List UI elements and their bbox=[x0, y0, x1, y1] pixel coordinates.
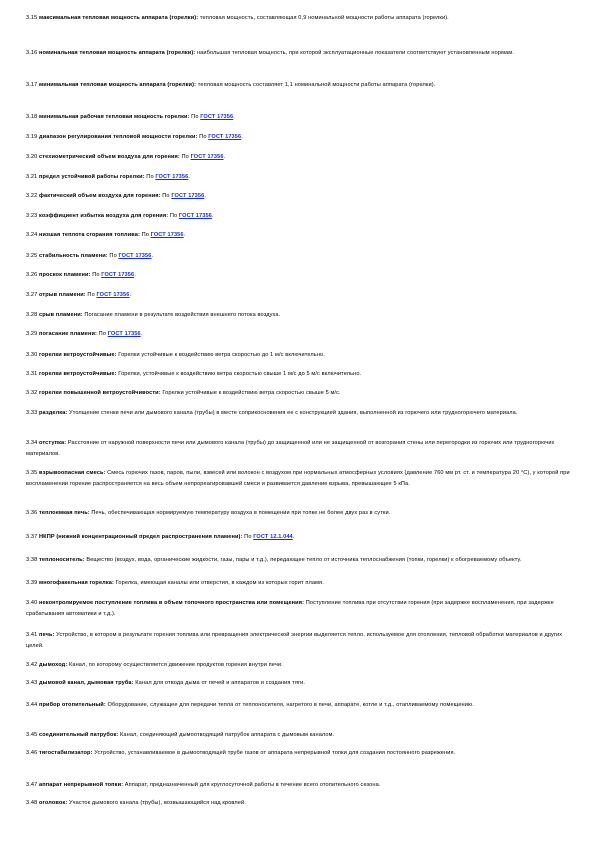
entry-term: минимальная тепловая мощность аппарата (горелки): bbox=[39, 82, 197, 88]
entry-term: аппарат непрерывной топки: bbox=[39, 782, 124, 788]
entry-term: неконтролируемое поступление топлива в объем топочного пространства или помещения: bbox=[39, 600, 305, 606]
definition-entry bbox=[26, 310, 570, 321]
standard-reference-link[interactable]: ГОСТ 17356 bbox=[200, 114, 234, 120]
entry-term: стехиометрический объем воздуха для горения: bbox=[39, 154, 180, 160]
entry-term: диапазон регулирования тепловой мощности горелки: bbox=[39, 134, 198, 140]
definition-entry bbox=[26, 630, 570, 651]
entry-term: прибор отопительный: bbox=[39, 702, 106, 708]
entry-number: 3.29 bbox=[26, 331, 40, 337]
entry-tail: . bbox=[223, 154, 226, 160]
standard-reference-link[interactable]: ГОСТ 17356 bbox=[178, 213, 212, 219]
entry-term: предел устойчивой работы горелки: bbox=[39, 174, 145, 180]
standard-reference-link[interactable]: ГОСТ 17356 bbox=[155, 174, 189, 180]
entry-definition: Вещество (воздух, вода, органические жидкости, газы, пары и т.д.), передающее тепло от источника теплоснабжения (топки, горелки) к обогреваемому объекту. bbox=[84, 557, 522, 563]
entry-number: 3.45 bbox=[26, 732, 40, 738]
entry-definition: Горелки устойчивые к воздействию ветра скоростью до 1 м/с включительно. bbox=[116, 352, 325, 358]
entry-definition: По bbox=[85, 292, 97, 298]
entry-definition: Аппарат, предназначенный для круглосуточной работы в течение всего отопительного сезона. bbox=[123, 782, 381, 788]
definition-entry bbox=[26, 408, 570, 419]
entry-number: 3.35 bbox=[26, 470, 40, 476]
entry-tail: . bbox=[204, 193, 206, 199]
entry-term: максимальная тепловая мощность аппарата (горелки): bbox=[39, 15, 199, 21]
definition-entry bbox=[26, 251, 570, 262]
entry-definition: По bbox=[197, 134, 209, 140]
definition-entry bbox=[26, 230, 570, 241]
standard-reference-link[interactable]: ГОСТ 17356 bbox=[190, 154, 224, 160]
definition-entry bbox=[26, 532, 570, 543]
entry-definition: тепловая мощность составляет 1,1 номинальной мощности работы аппарата (горелки). bbox=[196, 82, 436, 88]
definition-entry bbox=[26, 172, 570, 183]
standard-reference-link[interactable]: ГОСТ 12.1.044 bbox=[253, 534, 293, 540]
standard-reference-link[interactable]: ГОСТ 17356 bbox=[150, 232, 184, 238]
entry-number: 3.41 bbox=[26, 632, 40, 638]
definition-entry bbox=[26, 80, 570, 91]
entry-number: 3.18 bbox=[26, 114, 40, 120]
entry-definition: наибольшая тепловая мощность, при которой эксплуатационные показатели соответствуют установленным нормам. bbox=[195, 50, 514, 56]
entry-term: отрыв пламени: bbox=[39, 292, 86, 298]
entry-number: 3.43 bbox=[26, 680, 40, 686]
entry-definition: По bbox=[242, 534, 254, 540]
entry-definition: По bbox=[168, 213, 179, 219]
entry-term: минимальная рабочая тепловая мощность горелки: bbox=[39, 114, 190, 120]
definition-entry bbox=[26, 700, 570, 711]
definition-entry bbox=[26, 748, 570, 759]
definition-entry bbox=[26, 132, 570, 143]
entry-definition: тепловая мощность, составляющая 0,9 номинальной мощности работы аппарата (горелки). bbox=[198, 15, 449, 21]
entry-number: 3.33 bbox=[26, 410, 40, 416]
entry-term: взрывоопасная смесь: bbox=[39, 470, 106, 476]
entry-term: дымоход: bbox=[39, 662, 68, 668]
entry-tail: . bbox=[151, 253, 154, 259]
entry-definition: Утолщение стенки печи или дымового канала (трубы) в месте соприкосновения ее с конструкцией здания, выполненной из горючего или трудногорючего материала. bbox=[67, 410, 518, 416]
definition-entry bbox=[26, 112, 570, 123]
entry-term: оголовок: bbox=[39, 800, 68, 806]
entry-definition: По bbox=[144, 174, 156, 180]
entry-number: 3.16 bbox=[26, 50, 40, 56]
entry-definition: По bbox=[160, 193, 172, 199]
entry-term: НКПР (нижний концентрационный предел распространения пламени): bbox=[39, 534, 243, 540]
standard-reference-link[interactable]: ГОСТ 17356 bbox=[118, 253, 152, 259]
entry-number: 3.36 bbox=[26, 510, 40, 516]
entry-term: погасание пламени: bbox=[39, 331, 98, 337]
entry-term: многофакельная горелка: bbox=[39, 580, 114, 586]
entry-term: срыв пламени: bbox=[39, 312, 83, 318]
entry-number: 3.39 bbox=[26, 580, 40, 586]
entry-definition: По bbox=[97, 331, 108, 337]
entry-term: коэффициент избытка воздуха для горения: bbox=[39, 213, 169, 219]
entry-term: номинальная тепловая мощность аппарата (горелки): bbox=[39, 50, 196, 56]
entry-term: разделка: bbox=[39, 410, 68, 416]
entry-term: теплоемкая печь: bbox=[39, 510, 90, 516]
standard-reference-link[interactable]: ГОСТ 17356 bbox=[208, 134, 242, 140]
entry-number: 3.48 bbox=[26, 800, 40, 806]
entry-definition: Оборудование, служащее для передачи тепла от теплоносителя, нагретого в печи, аппарате, котле и т.д., отапливаемому помещению. bbox=[105, 702, 474, 708]
entry-definition: По bbox=[90, 272, 102, 278]
entry-term: стабильность пламени: bbox=[39, 253, 108, 259]
definition-entry bbox=[26, 191, 570, 202]
entry-number: 3.19 bbox=[26, 134, 40, 140]
definition-entry bbox=[26, 211, 570, 222]
definition-entry bbox=[26, 798, 570, 809]
definition-entry bbox=[26, 468, 570, 489]
definition-entry bbox=[26, 13, 570, 24]
definition-entry bbox=[26, 660, 570, 671]
entry-number: 3.15 bbox=[26, 15, 40, 21]
entry-tail: . bbox=[188, 174, 191, 180]
entry-number: 3.26 bbox=[26, 272, 40, 278]
entry-term: отступка: bbox=[39, 440, 67, 446]
definition-entry bbox=[26, 290, 570, 301]
entry-term: горелки ветроустойчивые: bbox=[39, 371, 117, 377]
definition-entry bbox=[26, 270, 570, 281]
entry-number: 3.46 bbox=[26, 750, 40, 756]
standard-reference-link[interactable]: ГОСТ 17356 bbox=[101, 272, 135, 278]
definition-entry bbox=[26, 329, 570, 340]
entry-definition: Печь, обеспечивающая нормируемую температуру воздуха в помещении при топке не более двух раз в сутки. bbox=[89, 510, 391, 516]
entry-number: 3.47 bbox=[26, 782, 40, 788]
definition-entry bbox=[26, 780, 570, 791]
entry-term: соединительный патрубок: bbox=[39, 732, 119, 738]
entry-definition: Расстояние от наружной поверхности печи или дымового канала (трубы) до защищенной или не защищенной от возгорания стены или перегородки из горючих или трудногорючих материалов. bbox=[26, 440, 555, 457]
entry-definition: Погасание пламени в результате воздействия внешнего потока воздуха. bbox=[82, 312, 281, 318]
entry-definition: Горелки устойчивые к воздействию ветра скоростью свыше 5 м/с. bbox=[160, 390, 341, 396]
entry-tail: . bbox=[183, 232, 186, 238]
definition-entry bbox=[26, 598, 570, 619]
entry-term: фактический объем воздуха для горения: bbox=[39, 193, 161, 199]
entry-number: 3.42 bbox=[26, 662, 40, 668]
entry-tail: . bbox=[140, 331, 143, 337]
entry-number: 3.28 bbox=[26, 312, 40, 318]
entry-number: 3.27 bbox=[26, 292, 40, 298]
entry-definition: Горелки, устойчивые к воздействию ветра скоростью свыше 1 м/с до 5 м/с включительно. bbox=[116, 371, 362, 377]
entry-number: 3.30 bbox=[26, 352, 40, 358]
entry-term: дымовой канал, дымовая труба: bbox=[39, 680, 134, 686]
standard-reference-link[interactable]: ГОСТ 17356 bbox=[171, 193, 205, 199]
entry-term: горелки ветроустойчивые: bbox=[39, 352, 117, 358]
definition-entry bbox=[26, 152, 570, 163]
entry-definition: Канал для отвода дыма от печей и аппаратов и создания тяги. bbox=[133, 680, 306, 686]
entry-definition: Устройство, устанавливаемое в дымоотводящей трубе газов от аппарата непрерывной топки для создания постоянного разрежения. bbox=[92, 750, 456, 756]
entry-definition: По bbox=[189, 114, 201, 120]
entry-term: тягостабилизатор: bbox=[39, 750, 93, 756]
entry-term: проскок пламени: bbox=[39, 272, 91, 278]
entry-tail: . bbox=[211, 213, 214, 219]
entry-definition: Канал, соединяющий дымоотводящий патрубок аппарата с дымовым каналом. bbox=[118, 732, 335, 738]
entry-number: 3.40 bbox=[26, 600, 40, 606]
entry-number: 3.17 bbox=[26, 82, 40, 88]
entry-number: 3.20 bbox=[26, 154, 40, 160]
entry-tail: . bbox=[129, 292, 132, 298]
definition-entry bbox=[26, 48, 570, 59]
definition-entry bbox=[26, 438, 570, 459]
definition-entry bbox=[26, 369, 570, 380]
entry-number: 3.31 bbox=[26, 371, 40, 377]
entry-number: 3.44 bbox=[26, 702, 40, 708]
entry-definition: По bbox=[139, 232, 151, 238]
standard-reference-link[interactable]: ГОСТ 17356 bbox=[96, 292, 130, 298]
entry-number: 3.23 bbox=[26, 213, 40, 219]
entry-term: теплоноситель: bbox=[39, 557, 85, 563]
entry-tail: . bbox=[241, 134, 243, 140]
entry-number: 3.38 bbox=[26, 557, 40, 563]
definition-entry bbox=[26, 578, 570, 589]
entry-tail: . bbox=[292, 534, 295, 540]
entry-number: 3.21 bbox=[26, 174, 40, 180]
entry-definition: Поступление топлива при отсутствии горения (при задержке воспламенения, при задержке срабатывания автоматики и т.д.). bbox=[26, 600, 554, 617]
definition-entry bbox=[26, 508, 570, 519]
entry-number: 3.24 bbox=[26, 232, 40, 238]
definition-entry bbox=[26, 350, 570, 361]
entry-term: горелки повышенной ветроустойчивости: bbox=[39, 390, 161, 396]
definition-entry bbox=[26, 388, 570, 399]
entry-definition: Смесь горючих газов, паров, пыли, взвесей или волокон с воздухом при нормальных атмосферных условиях (давление 760 мм рт. ст. и температура 20 °C), у которой при воспламенении горение распространяется на весь объем непрореагировавшей смеси и развивается давление взрыва, превышающее 5 кПа. bbox=[26, 470, 570, 487]
entry-definition: Канал, по которому осуществляется движение продуктов горения внутри печи. bbox=[67, 662, 283, 668]
definition-entry bbox=[26, 555, 570, 566]
definition-entry bbox=[26, 730, 570, 741]
entry-definition: По bbox=[179, 154, 191, 160]
entry-number: 3.32 bbox=[26, 390, 40, 396]
entry-number: 3.34 bbox=[26, 440, 40, 446]
entry-definition: По bbox=[107, 253, 119, 259]
entry-tail: . bbox=[233, 114, 235, 120]
entry-number: 3.37 bbox=[26, 534, 40, 540]
entry-number: 3.22 bbox=[26, 193, 40, 199]
entry-term: печь: bbox=[39, 632, 55, 638]
entry-definition: Устройство, в котором в результате горения топлива или превращения электрической энергии выделяется тепло, используемое для отопления, тепловой обработки материалов и других целей. bbox=[26, 632, 563, 649]
entry-term: низшая теплота сгорания топлива: bbox=[39, 232, 140, 238]
entry-definition: Горелка, имеющая каналы или отверстия, в каждом из которых горит пламя. bbox=[113, 580, 324, 586]
entry-definition: Участок дымового канала (трубы), возвышающийся над кровлей. bbox=[67, 800, 246, 806]
entry-number: 3.25 bbox=[26, 253, 40, 259]
standard-reference-link[interactable]: ГОСТ 17356 bbox=[107, 331, 141, 337]
definition-entry bbox=[26, 678, 570, 689]
entry-tail: . bbox=[134, 272, 136, 278]
